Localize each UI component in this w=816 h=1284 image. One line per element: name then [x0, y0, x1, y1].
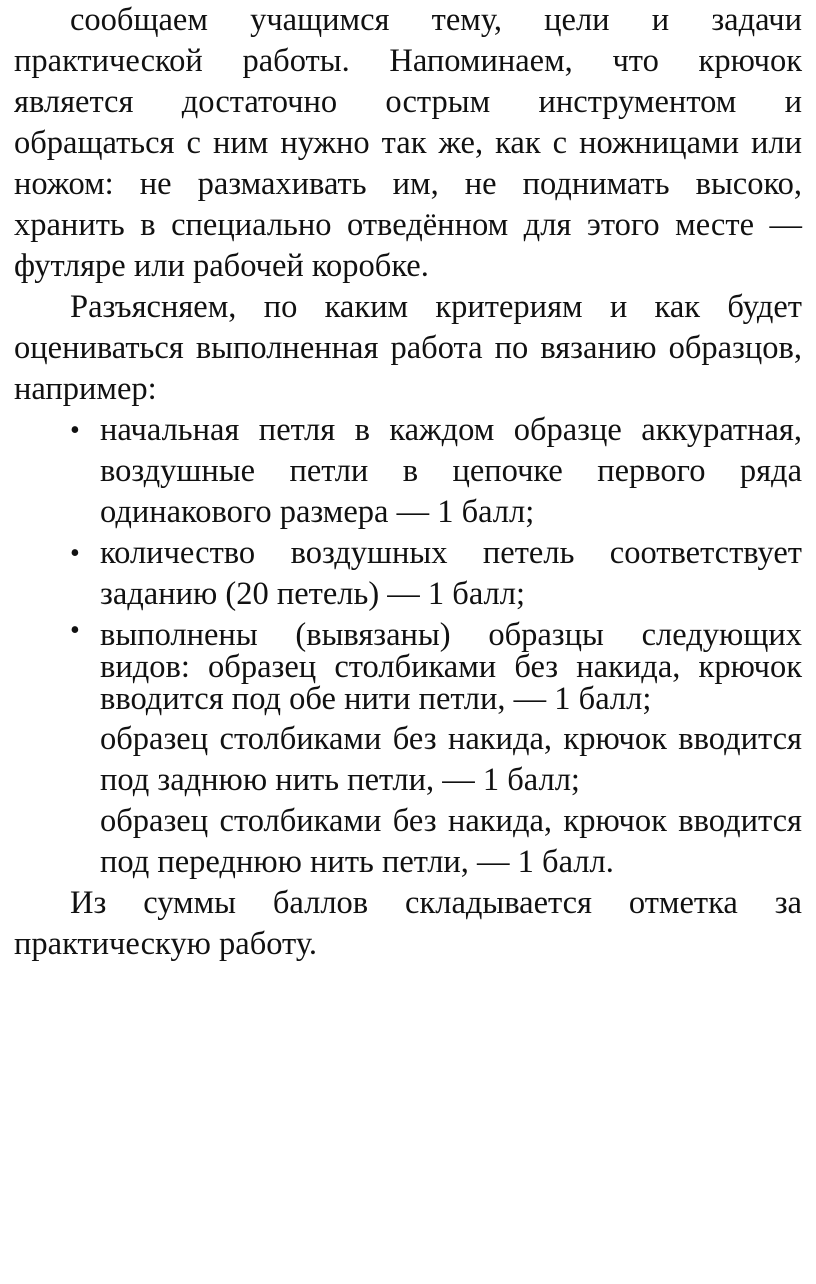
- sample-item: образец столбиками без накида, крючок вводится под переднюю нить петли, — 1 балл.: [100, 803, 802, 880]
- bullet-icon: •: [70, 415, 80, 446]
- conclusion-paragraph: Из суммы баллов складывается отметка за практическую работу.: [14, 885, 802, 962]
- sample-item: образец столбиками без накида, крючок вводится под заднюю нить петли, — 1 балл;: [100, 721, 802, 798]
- criteria-item-text: выполнены (вывязаны) образцы следующих видов: образец столбиками без накида, крючок вводится под обе нити петли, — 1 балл;: [100, 617, 802, 717]
- bullet-icon: •: [70, 538, 80, 569]
- document-page: [14, 0, 802, 965]
- criteria-item: [70, 533, 802, 615]
- criteria-item: [70, 410, 802, 533]
- bullet-icon: •: [70, 615, 80, 646]
- criteria-item-text: количество воздушных петель соответствует заданию (20 петель) — 1 балл;: [100, 535, 802, 612]
- intro-paragraph: сообщаем учащимся тему, цели и задачи практической работы. Напоминаем, что крючок является достаточно острым инструментом и обращаться с ним нужно так же, как с ножницами или ножом: не размахивать им, не поднимать высоко, хранить в специально отведённом для этого месте — футляре или рабочей коробке.: [14, 2, 802, 284]
- criteria-item-text: начальная петля в каждом образце аккуратная, воздушные петли в цепочке первого ряда одинакового размера — 1 балл;: [100, 412, 802, 530]
- criteria-list: [14, 410, 802, 719]
- criteria-intro-paragraph: Разъясняем, по каким критериям и как будет оцениваться выполненная работа по вязанию образцов, например:: [14, 289, 802, 407]
- criteria-item: [70, 615, 802, 719]
